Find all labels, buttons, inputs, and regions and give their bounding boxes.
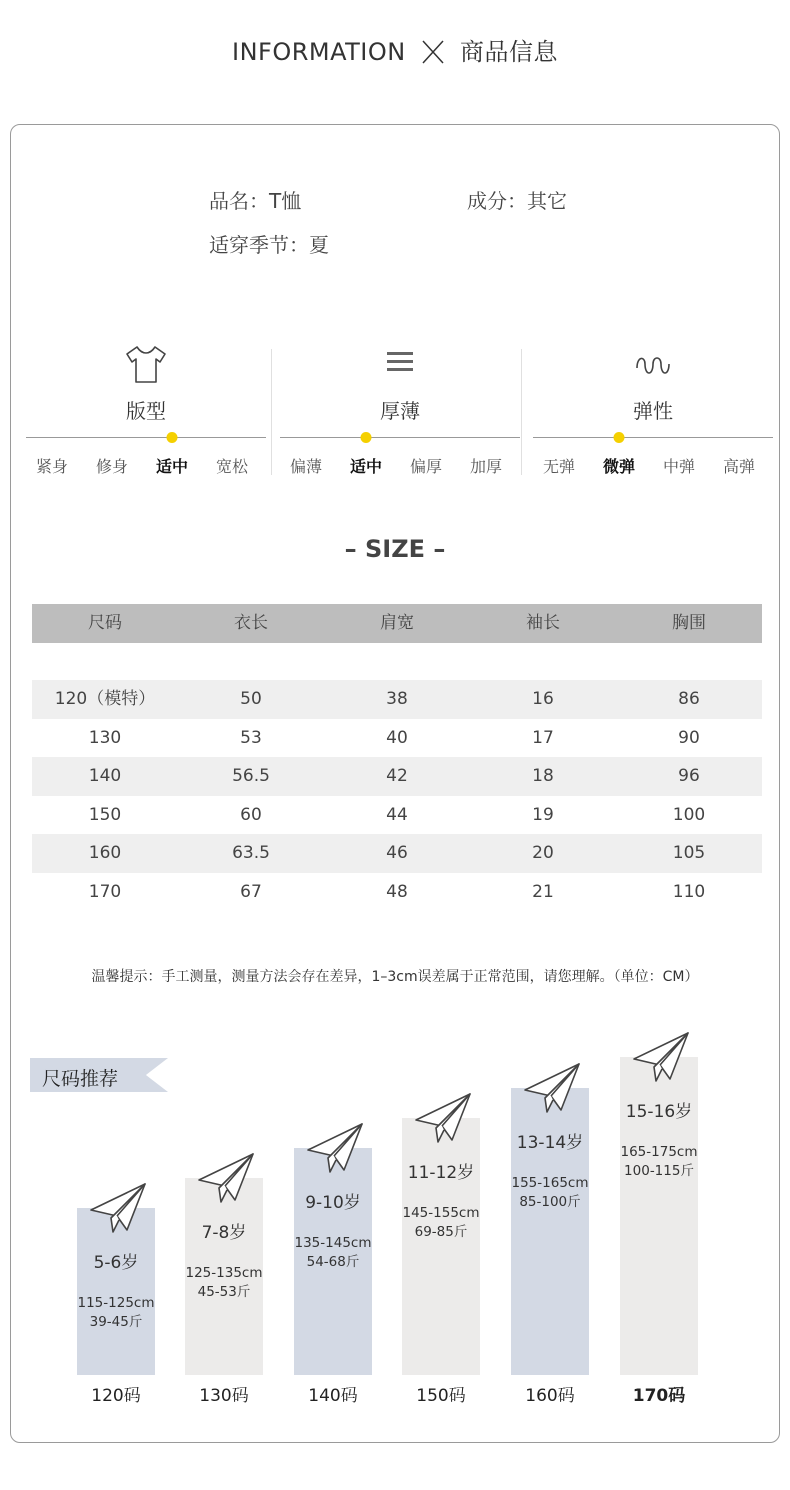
table-cell: 100 (672, 805, 706, 825)
weight-range: 39-45斤 (89, 1314, 143, 1330)
size-label: 160码 (525, 1386, 575, 1406)
table-cell: 150 (88, 805, 122, 825)
size-table-header (32, 604, 762, 643)
table-cell: 110 (672, 882, 706, 902)
table-row (32, 757, 762, 796)
table-cell: 18 (532, 766, 554, 786)
column-divider (521, 349, 522, 475)
table-cell: 38 (386, 689, 408, 709)
attribute-option: 紧身 (35, 457, 69, 476)
table-cell: 56.5 (232, 766, 270, 786)
table-cell: 63.5 (232, 843, 270, 863)
paper-plane-icon (523, 1062, 581, 1114)
attribute-option: 中弹 (662, 457, 696, 476)
table-cell: 16 (532, 689, 554, 709)
age-range: 15-16岁 (625, 1102, 693, 1122)
attribute-option: 适中 (155, 457, 189, 476)
table-cell: 67 (240, 882, 262, 902)
height-range: 115-125cm (77, 1295, 155, 1311)
attribute-option: 偏薄 (289, 457, 323, 476)
table-cell: 53 (240, 728, 262, 748)
table-cell: 140 (88, 766, 122, 786)
height-range: 155-165cm (511, 1175, 589, 1191)
age-range: 7-8岁 (201, 1223, 247, 1243)
header-english: INFORMATION (231, 38, 406, 66)
selected-indicator-dot (361, 432, 372, 443)
attribute-option: 适中 (349, 457, 383, 476)
size-label: 140码 (308, 1386, 358, 1406)
age-range: 13-14岁 (516, 1133, 584, 1153)
product-material: 成分：其它 (467, 189, 567, 213)
weight-range: 85-100斤 (519, 1194, 581, 1210)
size-label: 120码 (91, 1386, 141, 1406)
age-range: 11-12岁 (407, 1163, 475, 1183)
table-cell: 120（模特） (54, 689, 156, 709)
table-row (32, 796, 762, 835)
table-cell: 160 (88, 843, 122, 863)
table-cell: 17 (532, 728, 554, 748)
height-range: 125-135cm (185, 1265, 263, 1281)
weight-range: 69-85斤 (414, 1224, 468, 1240)
paper-plane-icon (632, 1031, 690, 1083)
table-row (32, 834, 762, 873)
elastic-icon (630, 342, 676, 386)
table-header-cell: 肩宽 (380, 613, 414, 633)
header-chinese: 商品信息 (460, 38, 559, 66)
paper-plane-icon (306, 1122, 364, 1174)
attribute-title: 弹性 (633, 399, 673, 423)
table-cell: 50 (240, 689, 262, 709)
table-cell: 130 (88, 728, 122, 748)
height-range: 135-145cm (294, 1235, 372, 1251)
attribute-option: 无弹 (542, 457, 576, 476)
tshirt-icon (123, 342, 169, 386)
attribute-option: 加厚 (469, 457, 503, 476)
measurement-note: 温馨提示：手工测量，测量方法会存在差异，1–3cm误差属于正常范围，请您理解。（单位：CM） (91, 969, 699, 985)
selected-indicator-dot (167, 432, 178, 443)
table-cell: 42 (386, 766, 408, 786)
attribute-scale-line (26, 437, 266, 438)
column-divider (271, 349, 272, 475)
table-cell: 48 (386, 882, 408, 902)
paper-plane-icon (89, 1182, 147, 1234)
recommend-title: 尺码推荐 (42, 1068, 119, 1090)
selected-indicator-dot (614, 432, 625, 443)
attribute-scale-line (533, 437, 773, 438)
table-header-cell: 尺码 (88, 613, 122, 633)
paper-plane-icon (197, 1152, 255, 1204)
table-cell: 60 (240, 805, 262, 825)
cross-icon (420, 39, 446, 65)
product-season: 适穿季节：夏 (209, 233, 329, 257)
attribute-title: 版型 (126, 399, 166, 423)
section-header (0, 32, 790, 67)
table-cell: 96 (678, 766, 700, 786)
attribute-option: 修身 (95, 457, 129, 476)
layers-icon (377, 342, 423, 386)
table-cell: 86 (678, 689, 700, 709)
size-label: 150码 (416, 1386, 466, 1406)
table-row (32, 680, 762, 719)
attribute-option: 高弹 (722, 457, 756, 476)
age-range: 9-10岁 (305, 1193, 361, 1213)
attribute-scale-line (280, 437, 520, 438)
table-cell: 20 (532, 843, 554, 863)
weight-range: 54-68斤 (306, 1254, 360, 1270)
height-range: 145-155cm (402, 1205, 480, 1221)
age-range: 5-6岁 (93, 1253, 139, 1273)
table-cell: 46 (386, 843, 408, 863)
attribute-title: 厚薄 (380, 399, 420, 423)
table-cell: 40 (386, 728, 408, 748)
table-cell: 105 (672, 843, 706, 863)
table-cell: 170 (88, 882, 122, 902)
attribute-option: 宽松 (215, 457, 249, 476)
size-label: 130码 (199, 1386, 249, 1406)
size-title: – SIZE – (344, 535, 446, 563)
table-row (32, 719, 762, 758)
table-header-cell: 衣长 (234, 613, 268, 633)
attribute-option: 偏厚 (409, 457, 443, 476)
table-cell: 19 (532, 805, 554, 825)
table-header-cell: 胸围 (672, 613, 706, 633)
size-label: 170码 (632, 1386, 686, 1406)
table-cell: 90 (678, 728, 700, 748)
table-cell: 21 (532, 882, 554, 902)
table-header-cell: 袖长 (526, 613, 560, 633)
table-cell: 44 (386, 805, 408, 825)
weight-range: 45-53斤 (197, 1284, 251, 1300)
table-row (32, 873, 762, 912)
size-bar (402, 1118, 480, 1375)
weight-range: 100-115斤 (624, 1163, 694, 1179)
attribute-option: 微弹 (602, 457, 636, 476)
product-name: 品名：T恤 (209, 189, 302, 213)
height-range: 165-175cm (620, 1144, 698, 1160)
paper-plane-icon (414, 1092, 472, 1144)
